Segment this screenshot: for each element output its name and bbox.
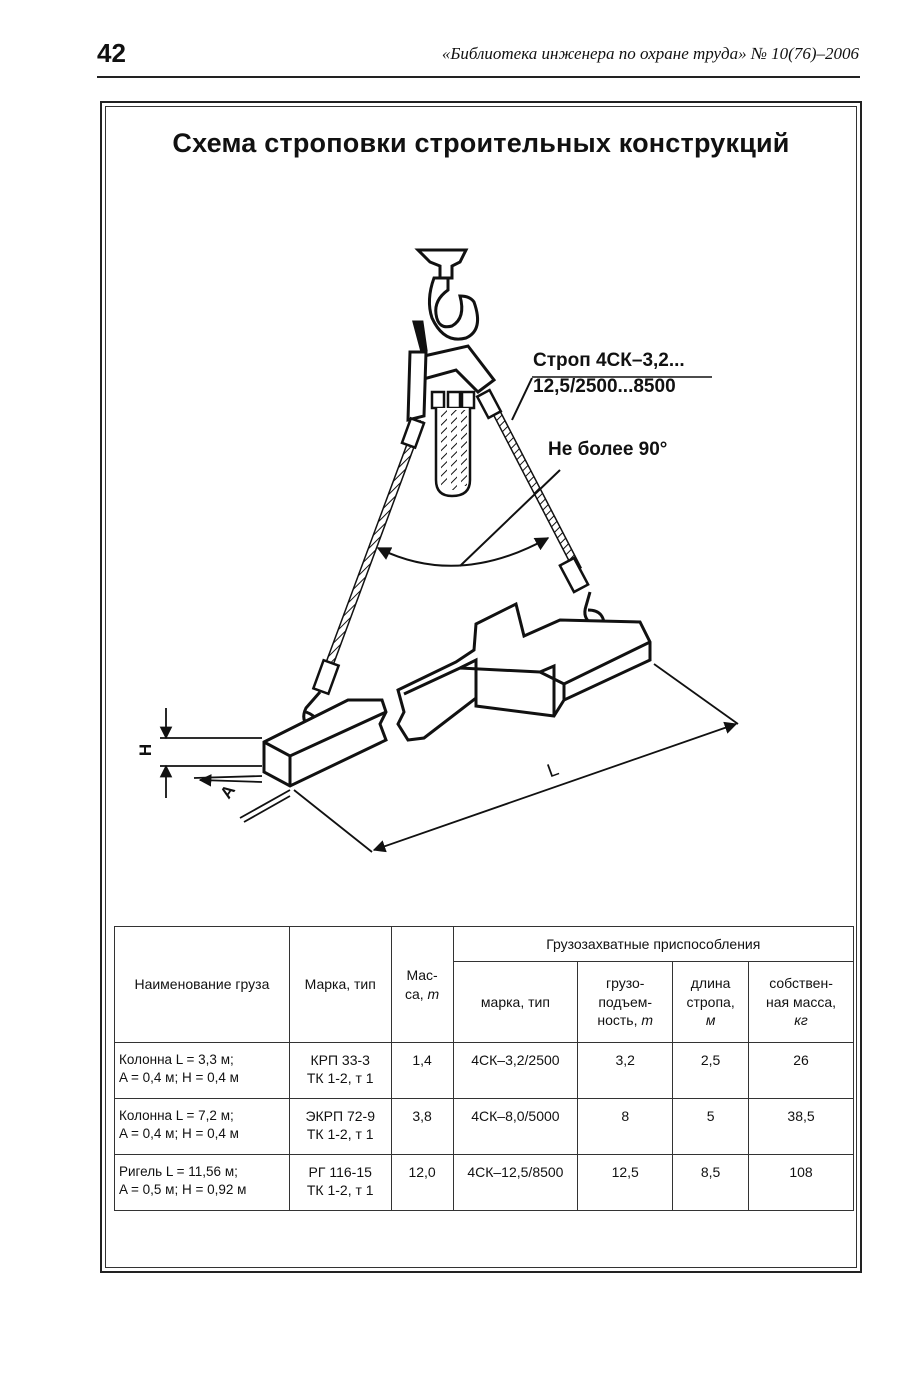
figure-title: Схема строповки строительных конструкций xyxy=(172,128,790,158)
sling-label-line1: Строп 4СК–3,2... xyxy=(533,350,685,371)
dimension-h xyxy=(160,708,262,798)
col-capacity: грузо- подъем- ность, т xyxy=(578,962,673,1043)
running-head: «Библиотека инженера по охране труда» № 10(76)–2006 xyxy=(441,44,859,63)
right-sling-branch xyxy=(477,390,604,634)
dimension-h-label: H xyxy=(136,743,156,757)
col-device-mark: марка, тип xyxy=(453,962,578,1043)
table-row: Колонна L = 3,3 м; A = 0,4 м; H = 0,4 м КРП 33-3 ТК 1-2, т 1 1,4 4СК–3,2/2500 3,2 2,5 26 xyxy=(115,1043,854,1099)
angle-label: Не более 90° xyxy=(548,439,668,460)
col-mark: Марка, тип xyxy=(289,927,391,1043)
load-left-segment xyxy=(264,700,386,786)
table-row: Ригель L = 11,56 м; A = 0,5 м; H = 0,92 м РГ 116-15 ТК 1-2, т 1 12,0 4СК–12,5/8500 12,5 8,5 108 xyxy=(115,1155,854,1211)
col-own-mass: собствен- ная масса, кг xyxy=(749,962,854,1043)
page-number: 42 xyxy=(97,38,126,68)
sling-label-line2: 12,5/2500...8500 xyxy=(533,376,676,397)
col-sling-length: длина стропа, м xyxy=(673,962,749,1043)
dimension-l-label: L xyxy=(544,758,562,783)
col-group-devices: Грузозахватные приспособления xyxy=(453,927,853,962)
crane-hook xyxy=(414,250,478,352)
table-row: Колонна L = 7,2 м; A = 0,4 м; H = 0,4 м ЭКРП 72-9 ТК 1-2, т 1 3,8 4СК–8,0/5000 8 5 38,5 xyxy=(115,1099,854,1155)
col-name: Наименование груза xyxy=(115,927,290,1043)
col-mass: Мас- са, т xyxy=(391,927,453,1043)
specification-table-wrap xyxy=(114,926,854,1290)
sling-label-leader xyxy=(512,378,532,420)
specification-table xyxy=(114,926,854,1290)
load-right-segment xyxy=(398,604,650,740)
dimension-a-label: A xyxy=(216,781,240,803)
table-empty-area xyxy=(115,1211,854,1291)
dimension-a xyxy=(194,776,290,822)
spare-sling-branches xyxy=(432,392,474,496)
